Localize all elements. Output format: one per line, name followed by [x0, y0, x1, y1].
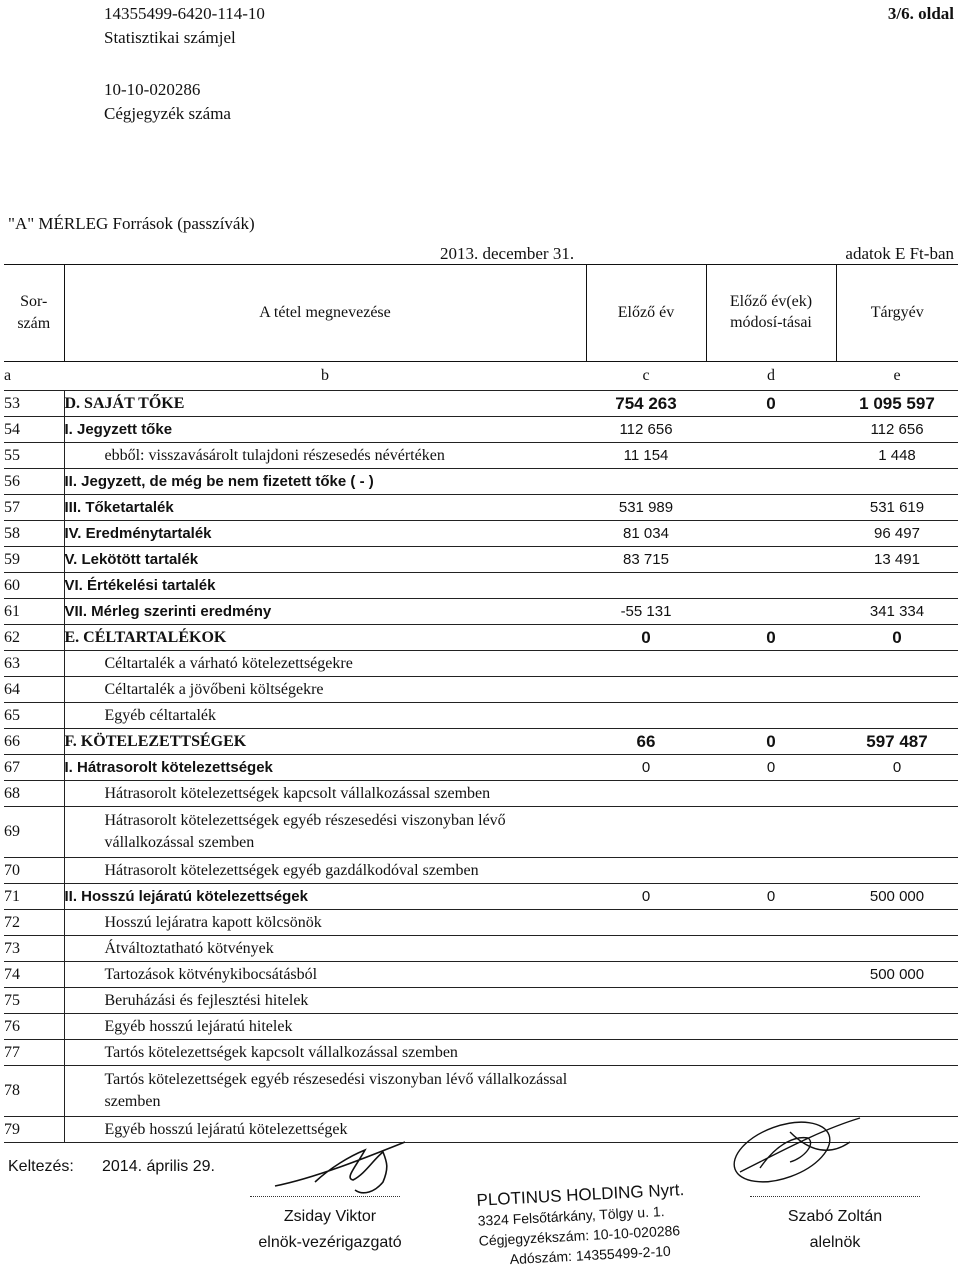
row-number: 71 — [4, 884, 64, 910]
row-mod-value — [706, 936, 836, 962]
row-cur-value — [836, 858, 958, 884]
row-mod-value — [706, 962, 836, 988]
row-number: 62 — [4, 625, 64, 651]
page-number: 3/6. oldal — [887, 4, 954, 23]
row-number: 61 — [4, 599, 64, 625]
date-label: Keltezés: — [8, 1158, 74, 1175]
row-number: 79 — [4, 1117, 64, 1143]
row-number: 74 — [4, 962, 64, 988]
table-row — [4, 910, 958, 936]
row-prev-value — [586, 703, 706, 729]
row-mod-value — [706, 443, 836, 469]
row-cur-value: 1 448 — [836, 443, 958, 469]
row-cur-value — [836, 1066, 958, 1117]
row-number: 55 — [4, 443, 64, 469]
row-mod-value — [706, 1040, 836, 1066]
row-number: 60 — [4, 573, 64, 599]
row-prev-value: 531 989 — [586, 495, 706, 521]
table-row — [4, 391, 958, 417]
signer1-name: Zsiday Viktor — [283, 1208, 377, 1225]
row-prev-value — [586, 858, 706, 884]
stamp-line-2: 3324 Felsőtárkány, Tölgy u. 1. — [477, 1203, 665, 1229]
stat-number: 14355499-6420-114-10 — [104, 4, 265, 23]
row-prev-value — [586, 807, 706, 858]
row-label: Hátrasorolt kötelezettségek egyéb részesedési viszonyban lévő vállalkozással szemben — [64, 807, 586, 858]
table-row — [4, 703, 958, 729]
row-prev-value — [586, 677, 706, 703]
row-label: Egyéb hosszú lejáratú hitelek — [64, 1014, 586, 1040]
table-row — [4, 781, 958, 807]
row-cur-value — [836, 910, 958, 936]
row-mod-value: 0 — [706, 625, 836, 651]
row-label: Beruházási és fejlesztési hitelek — [64, 988, 586, 1014]
row-prev-value: 0 — [586, 884, 706, 910]
table-row — [4, 1014, 958, 1040]
row-label: II. Hosszú lejáratú kötelezettségek — [64, 884, 586, 910]
signature-2 — [720, 1112, 870, 1192]
row-label: I. Jegyzett tőke — [64, 417, 586, 443]
row-cur-value: 13 491 — [836, 547, 958, 573]
column-letter-row — [4, 362, 958, 391]
table-row — [4, 1066, 958, 1117]
row-number: 73 — [4, 936, 64, 962]
table-row — [4, 755, 958, 781]
table-row — [4, 858, 958, 884]
row-number: 56 — [4, 469, 64, 495]
row-number: 67 — [4, 755, 64, 781]
row-prev-value — [586, 1040, 706, 1066]
row-cur-value — [836, 469, 958, 495]
row-prev-value — [586, 469, 706, 495]
row-mod-value — [706, 1014, 836, 1040]
row-cur-value: 96 497 — [836, 521, 958, 547]
row-cur-value — [836, 1040, 958, 1066]
row-number: 76 — [4, 1014, 64, 1040]
row-cur-value — [836, 651, 958, 677]
row-prev-value — [586, 988, 706, 1014]
table-row — [4, 729, 958, 755]
row-label: Átváltoztatható kötvények — [64, 936, 586, 962]
row-prev-value: 754 263 — [586, 391, 706, 417]
letter-b: b — [64, 362, 586, 391]
row-label: VII. Mérleg szerinti eredmény — [64, 599, 586, 625]
row-mod-value — [706, 495, 836, 521]
col-mod: Előző év(ek) módosí-tásai — [706, 265, 836, 362]
row-prev-value — [586, 573, 706, 599]
signature-line-1 — [250, 1196, 400, 1197]
stamp-line-4: Adószám: 14355499-2-10 — [509, 1242, 672, 1268]
table-row — [4, 651, 958, 677]
row-prev-value: 11 154 — [586, 443, 706, 469]
table-header-row — [4, 265, 958, 362]
stamp-line-3: Cégjegyzékszám: 10-10-020286 — [478, 1222, 681, 1249]
row-prev-value — [586, 1066, 706, 1117]
signature-date: 2014. április 29. — [102, 1158, 215, 1175]
letter-a: a — [4, 362, 64, 391]
row-prev-value: 0 — [586, 625, 706, 651]
row-cur-value: 112 656 — [836, 417, 958, 443]
row-number: 75 — [4, 988, 64, 1014]
row-mod-value — [706, 547, 836, 573]
row-mod-value — [706, 703, 836, 729]
row-number: 77 — [4, 1040, 64, 1066]
row-cur-value: 1 095 597 — [836, 391, 958, 417]
row-label: Tartós kötelezettségek egyéb részesedési viszonyban lévő vállalkozással szemben — [64, 1066, 586, 1117]
row-cur-value — [836, 1014, 958, 1040]
row-number: 58 — [4, 521, 64, 547]
table-row — [4, 495, 958, 521]
col-sorszam: Sor-szám — [17, 293, 51, 332]
table-row — [4, 677, 958, 703]
row-mod-value: 0 — [706, 755, 836, 781]
row-mod-value — [706, 417, 836, 443]
signature-line-2 — [750, 1196, 920, 1197]
row-mod-value — [706, 651, 836, 677]
table-row — [4, 599, 958, 625]
row-prev-value — [586, 936, 706, 962]
row-cur-value: 531 619 — [836, 495, 958, 521]
row-cur-value — [836, 936, 958, 962]
table-row — [4, 469, 958, 495]
row-mod-value — [706, 807, 836, 858]
signature-1 — [255, 1138, 435, 1198]
row-cur-value — [836, 573, 958, 599]
row-label: I. Hátrasorolt kötelezettségek — [64, 755, 586, 781]
table-row — [4, 988, 958, 1014]
reg-label: Cégjegyzék száma — [104, 104, 231, 123]
row-cur-value: 500 000 — [836, 884, 958, 910]
row-mod-value — [706, 521, 836, 547]
table-row — [4, 807, 958, 858]
row-prev-value — [586, 1014, 706, 1040]
row-mod-value: 0 — [706, 729, 836, 755]
row-label: Tartós kötelezettségek kapcsolt vállalkozással szemben — [64, 1040, 586, 1066]
table-row — [4, 962, 958, 988]
row-cur-value — [836, 988, 958, 1014]
row-mod-value: 0 — [706, 884, 836, 910]
row-mod-value — [706, 910, 836, 936]
row-prev-value — [586, 781, 706, 807]
row-label: E. CÉLTARTALÉKOK — [64, 625, 586, 651]
stamp-line-1: PLOTINUS HOLDING Nyrt. — [476, 1179, 685, 1210]
row-prev-value: -55 131 — [586, 599, 706, 625]
table-row — [4, 936, 958, 962]
row-mod-value — [706, 781, 836, 807]
row-number: 64 — [4, 677, 64, 703]
row-mod-value: 0 — [706, 391, 836, 417]
table-row — [4, 1040, 958, 1066]
col-name: A tétel megnevezése — [64, 265, 586, 362]
row-label: V. Lekötött tartalék — [64, 547, 586, 573]
row-mod-value — [706, 599, 836, 625]
row-cur-value — [836, 677, 958, 703]
row-mod-value — [706, 469, 836, 495]
row-cur-value: 597 487 — [836, 729, 958, 755]
row-prev-value — [586, 910, 706, 936]
row-label: Egyéb céltartalék — [64, 703, 586, 729]
row-prev-value: 0 — [586, 755, 706, 781]
row-label: Céltartalék a jövőbeni költségekre — [64, 677, 586, 703]
row-number: 59 — [4, 547, 64, 573]
row-prev-value: 81 034 — [586, 521, 706, 547]
table-row — [4, 547, 958, 573]
row-label: Hátrasorolt kötelezettségek egyéb gazdálkodóval szemben — [64, 858, 586, 884]
row-number: 65 — [4, 703, 64, 729]
row-number: 66 — [4, 729, 64, 755]
report-title: "A" MÉRLEG Források (passzívák) — [8, 214, 255, 233]
row-mod-value — [706, 677, 836, 703]
row-mod-value — [706, 858, 836, 884]
row-label: D. SAJÁT TŐKE — [64, 391, 586, 417]
stat-label: Statisztikai számjel — [104, 28, 236, 47]
row-prev-value — [586, 962, 706, 988]
row-number: 69 — [4, 807, 64, 858]
row-label: VI. Értékelési tartalék — [64, 573, 586, 599]
row-number: 70 — [4, 858, 64, 884]
row-number: 57 — [4, 495, 64, 521]
report-date: 2013. december 31. — [440, 244, 575, 263]
row-label: IV. Eredménytartalék — [64, 521, 586, 547]
row-mod-value — [706, 1066, 836, 1117]
row-number: 78 — [4, 1066, 64, 1117]
table-row — [4, 573, 958, 599]
table-row — [4, 443, 958, 469]
col-prev: Előző év — [586, 265, 706, 362]
table-row — [4, 884, 958, 910]
row-cur-value: 0 — [836, 755, 958, 781]
row-label: III. Tőketartalék — [64, 495, 586, 521]
row-number: 63 — [4, 651, 64, 677]
row-label: ebből: visszavásárolt tulajdoni részesedés névértéken — [64, 443, 586, 469]
row-prev-value — [586, 651, 706, 677]
company-stamp — [476, 1177, 740, 1269]
row-label: F. KÖTELEZETTSÉGEK — [64, 729, 586, 755]
row-mod-value — [706, 988, 836, 1014]
row-cur-value: 341 334 — [836, 599, 958, 625]
row-prev-value: 83 715 — [586, 547, 706, 573]
table-row — [4, 625, 958, 651]
row-cur-value — [836, 703, 958, 729]
letter-e: e — [836, 362, 958, 391]
signer1-title: elnök-vezérigazgató — [258, 1234, 402, 1251]
report-unit: adatok E Ft-ban — [845, 244, 954, 263]
table-row — [4, 521, 958, 547]
reg-number: 10-10-020286 — [104, 80, 201, 99]
row-number: 53 — [4, 391, 64, 417]
row-number: 54 — [4, 417, 64, 443]
row-cur-value: 500 000 — [836, 962, 958, 988]
letter-c: c — [586, 362, 706, 391]
row-prev-value: 66 — [586, 729, 706, 755]
signer2-title: alelnök — [809, 1234, 861, 1251]
signer2-name: Szabó Zoltán — [787, 1208, 883, 1225]
row-mod-value — [706, 573, 836, 599]
row-prev-value: 112 656 — [586, 417, 706, 443]
table-row — [4, 417, 958, 443]
row-label: Hosszú lejáratra kapott kölcsönök — [64, 910, 586, 936]
row-cur-value — [836, 807, 958, 858]
row-label: II. Jegyzett, de még be nem fizetett tőke ( - ) — [64, 469, 586, 495]
row-label: Céltartalék a várható kötelezettségekre — [64, 651, 586, 677]
letter-d: d — [706, 362, 836, 391]
row-label: Egyéb hosszú lejáratú kötelezettségek — [64, 1117, 586, 1143]
row-cur-value — [836, 781, 958, 807]
col-cur: Tárgyév — [836, 265, 958, 362]
row-label: Hátrasorolt kötelezettségek kapcsolt vállalkozással szemben — [64, 781, 586, 807]
row-label: Tartozások kötvénykibocsátásból — [64, 962, 586, 988]
row-number: 72 — [4, 910, 64, 936]
row-number: 68 — [4, 781, 64, 807]
row-cur-value: 0 — [836, 625, 958, 651]
balance-table — [4, 264, 958, 1143]
row-prev-value — [586, 1117, 706, 1143]
